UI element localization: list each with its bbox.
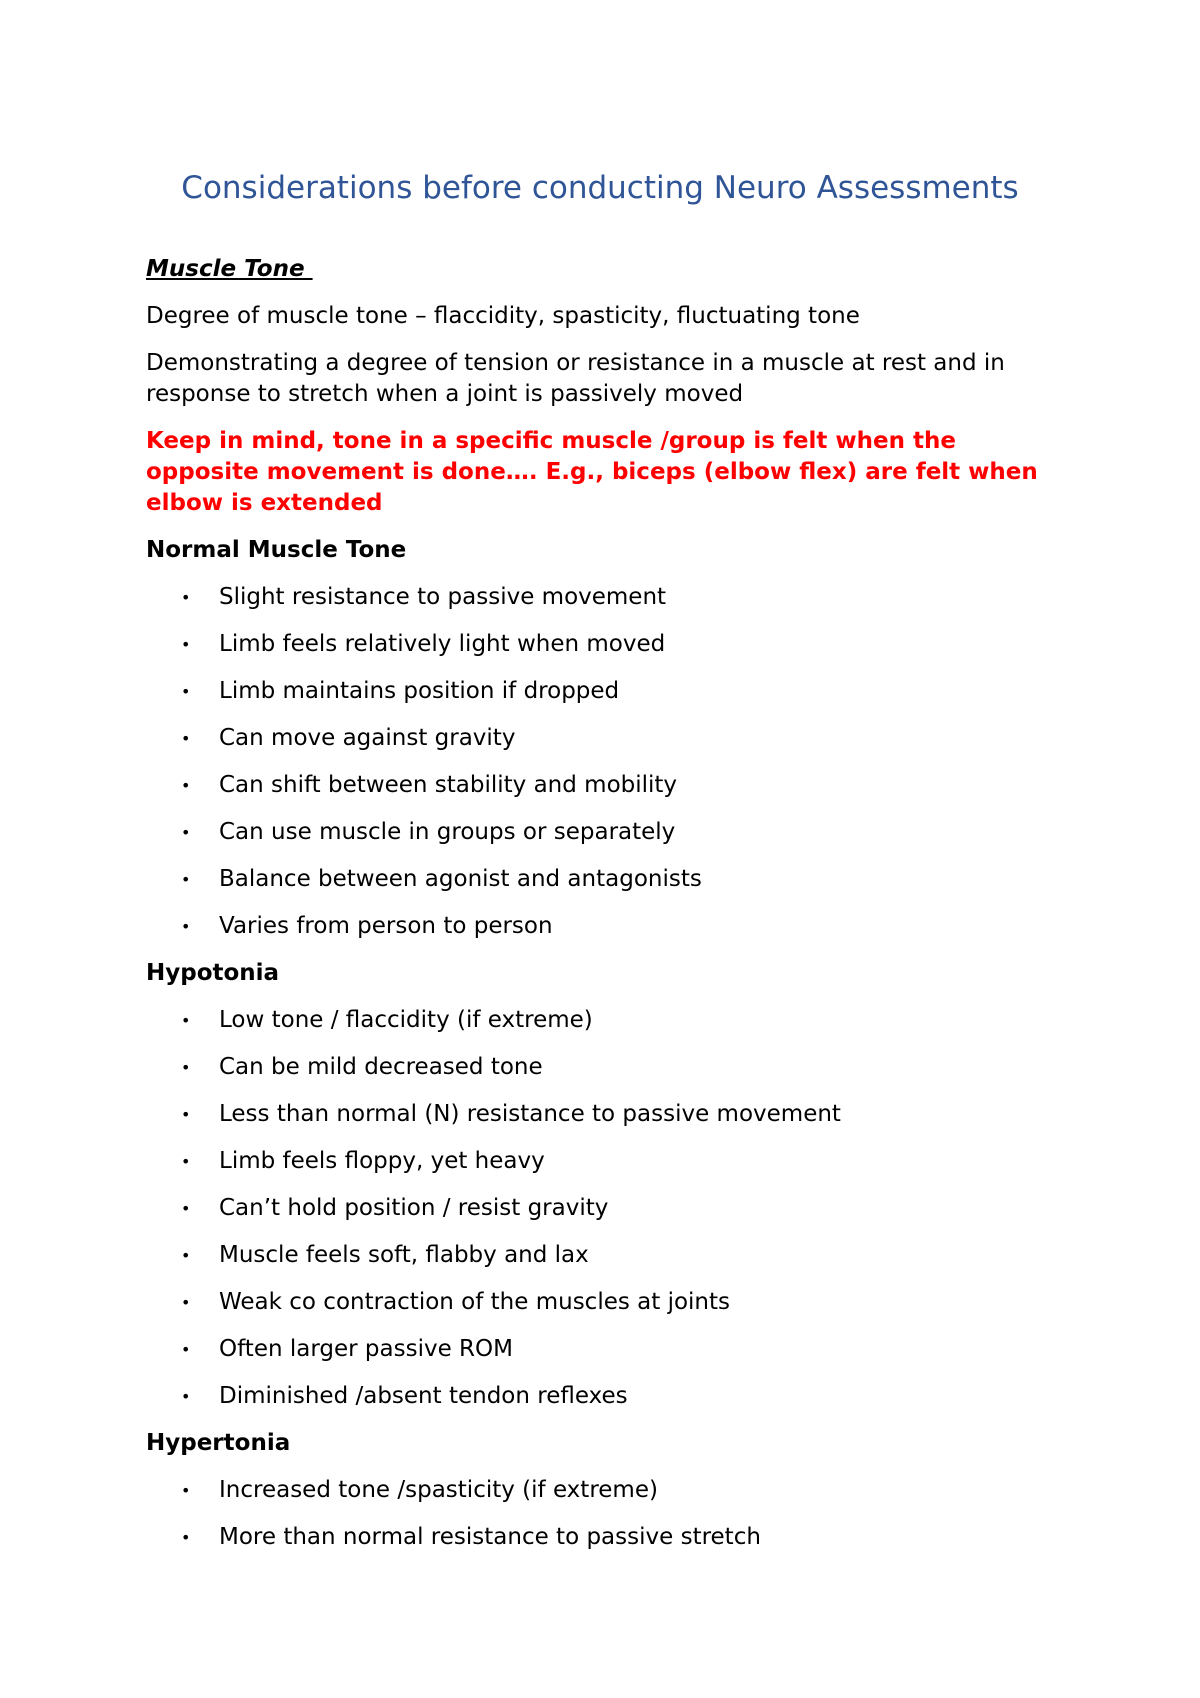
list-item-text: Can’t hold position / resist gravity [219, 1195, 609, 1221]
bullet-icon: • [181, 1340, 191, 1359]
bullet-icon: • [181, 635, 191, 654]
list-item-text: Muscle feels soft, flabby and lax [219, 1242, 589, 1268]
document-body [146, 254, 1076, 1569]
list-item-text: Varies from person to person [219, 913, 553, 939]
hypotonia-heading: Hypotonia [146, 960, 280, 986]
list-item-text: Increased tone /spasticity (if extreme) [219, 1477, 658, 1503]
list-item-text: Less than normal (N) resistance to passive movement [219, 1101, 841, 1127]
bullet-icon: • [181, 823, 191, 842]
list-item-text: Limb feels floppy, yet heavy [219, 1148, 545, 1174]
list-item [146, 723, 1076, 754]
hypotonia-list [146, 1005, 1076, 1412]
list-item-text: Can shift between stability and mobility [219, 772, 678, 798]
bullet-icon: • [181, 1105, 191, 1124]
bullet-icon: • [181, 1058, 191, 1077]
list-item [146, 1052, 1076, 1083]
bullet-icon: • [181, 729, 191, 748]
bullet-icon: • [181, 870, 191, 889]
list-item [146, 1240, 1076, 1271]
list-item [146, 1381, 1076, 1412]
list-item-text: Balance between agonist and antagonists [219, 866, 702, 892]
list-item-text: Slight resistance to passive movement [219, 584, 667, 610]
list-item [146, 1287, 1076, 1318]
list-item [146, 1099, 1076, 1130]
bullet-icon: • [181, 1199, 191, 1218]
list-item-text: Often larger passive ROM [219, 1336, 513, 1362]
bullet-icon: • [181, 682, 191, 701]
list-item [146, 817, 1076, 848]
list-item-text: Limb maintains position if dropped [219, 678, 620, 704]
list-item [146, 1193, 1076, 1224]
muscle-tone-degree-text: Degree of muscle tone – flaccidity, spasticity, fluctuating tone [146, 303, 860, 329]
bullet-icon: • [181, 1246, 191, 1265]
bullet-icon: • [181, 588, 191, 607]
list-item [146, 1334, 1076, 1365]
list-item [146, 582, 1076, 613]
bullet-icon: • [181, 1152, 191, 1171]
list-item-text: Can move against gravity [219, 725, 516, 751]
bullet-icon: • [181, 776, 191, 795]
normal-muscle-tone-heading: Normal Muscle Tone [146, 537, 407, 563]
muscle-tone-warning-text: Keep in mind, tone in a specific muscle /group is felt when the opposite movement is done…. E.g., biceps (elbow flex) are felt when elbow is extended [146, 428, 1038, 516]
list-item [146, 864, 1076, 895]
list-item [146, 1146, 1076, 1177]
bullet-icon: • [181, 1528, 191, 1547]
list-item-text: Weak co contraction of the muscles at joints [219, 1289, 731, 1315]
bullet-icon: • [181, 1011, 191, 1030]
list-item [146, 629, 1076, 660]
muscle-tone-heading: Muscle Tone [146, 256, 313, 282]
normal-muscle-tone-list [146, 582, 1076, 942]
list-item [146, 911, 1076, 942]
muscle-tone-definition-text: Demonstrating a degree of tension or resistance in a muscle at rest and in response to stretch when a joint is passively moved [146, 350, 1005, 407]
list-item [146, 770, 1076, 801]
hypertonia-list [146, 1475, 1076, 1553]
list-item-text: Diminished /absent tendon reflexes [219, 1383, 628, 1409]
list-item-text: Limb feels relatively light when moved [219, 631, 666, 657]
bullet-icon: • [181, 1481, 191, 1500]
list-item [146, 1475, 1076, 1506]
list-item-text: Low tone / flaccidity (if extreme) [219, 1007, 593, 1033]
list-item-text: More than normal resistance to passive stretch [219, 1524, 761, 1550]
bullet-icon: • [181, 1293, 191, 1312]
hypertonia-heading: Hypertonia [146, 1430, 291, 1456]
list-item [146, 1005, 1076, 1036]
list-item-text: Can use muscle in groups or separately [219, 819, 676, 845]
page-title: Considerations before conducting Neuro Assessments [181, 170, 1019, 206]
bullet-icon: • [181, 917, 191, 936]
list-item [146, 676, 1076, 707]
list-item [146, 1522, 1076, 1553]
list-item-text: Can be mild decreased tone [219, 1054, 543, 1080]
bullet-icon: • [181, 1387, 191, 1406]
